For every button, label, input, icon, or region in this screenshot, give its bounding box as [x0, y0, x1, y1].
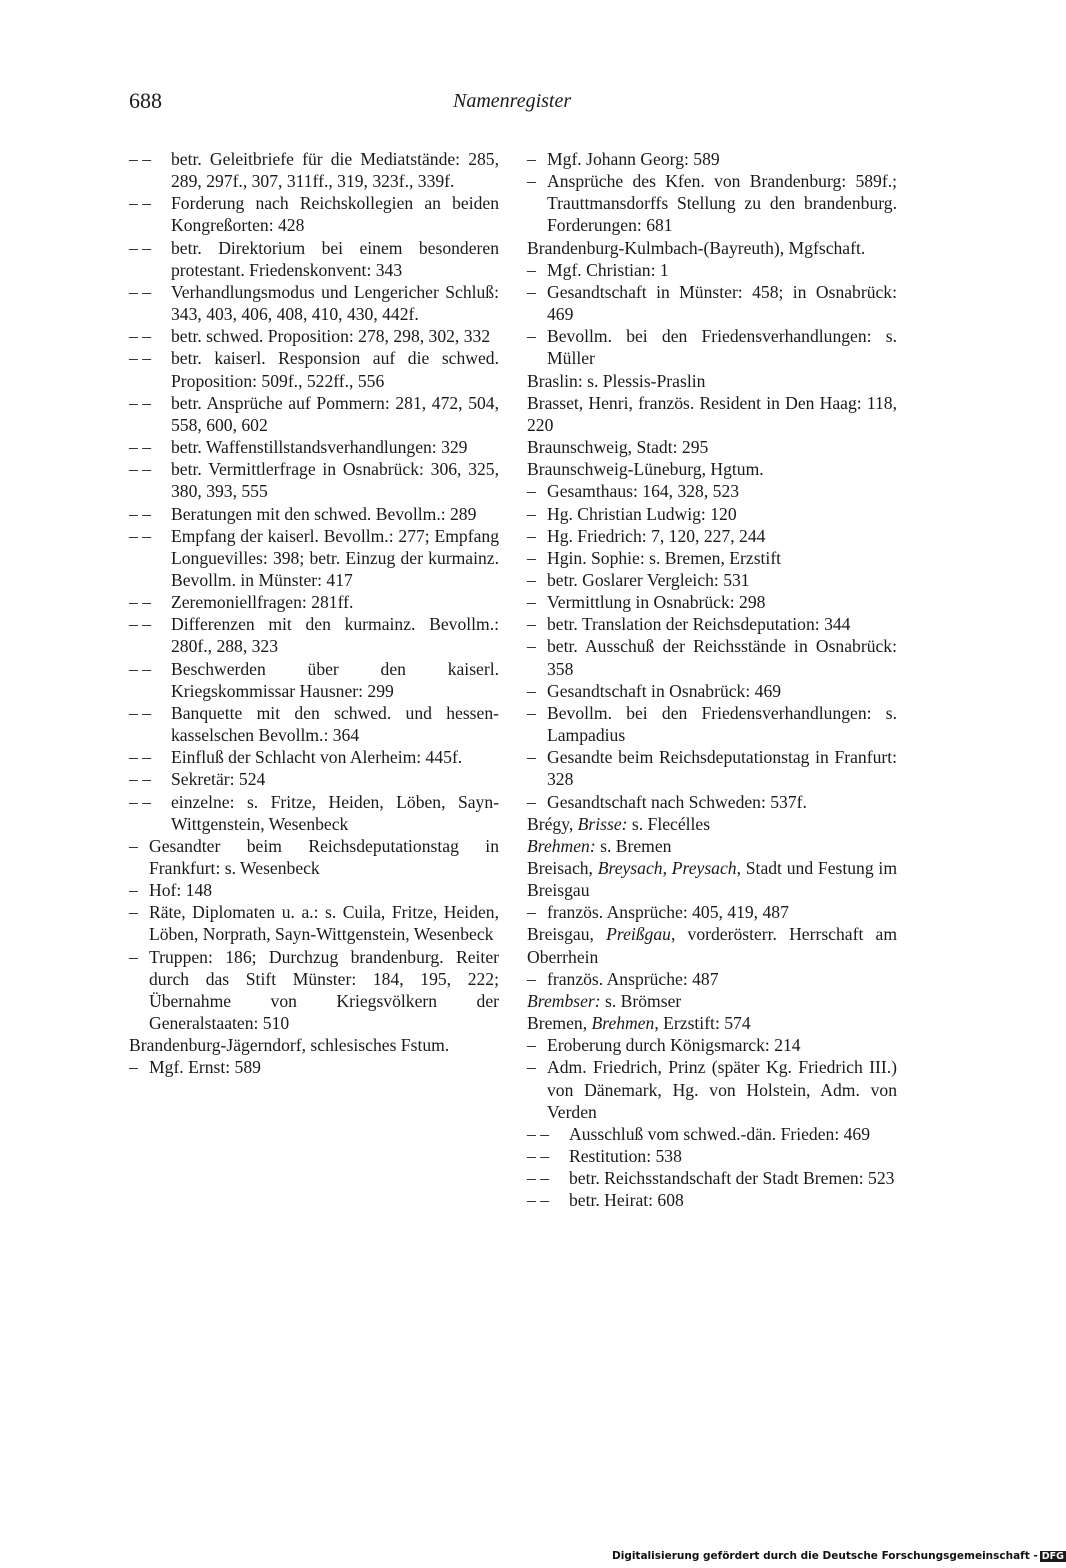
- entry-text: betr. Translation der Reichsdeputation: 344: [547, 614, 851, 635]
- entry-dash: –: [527, 680, 541, 701]
- index-entry: [527, 1145, 897, 1167]
- entry-text: Verhandlungsmodus und Lengericher Schluß: 343, 403, 406, 408, 410, 430, 442f.: [171, 281, 499, 325]
- entry-text: betr. Reichsstandschaft der Stadt Bremen: 523: [569, 1168, 895, 1189]
- index-entry: [129, 325, 499, 347]
- entry-text: Breisach, Breysach, Preysach, Stadt und Festung im Breisgau: [527, 858, 898, 901]
- index-entry: [527, 1189, 897, 1211]
- index-entry: [527, 237, 897, 259]
- entry-text: Gesamthaus: 164, 328, 523: [547, 481, 740, 502]
- entry-text: Bevollm. bei den Friedensverhandlungen: s. Lampadius: [547, 702, 897, 746]
- index-entry: [527, 591, 897, 613]
- entry-text: Brembser: s. Brömser: [527, 990, 682, 1011]
- entry-text: Truppen: 186; Durchzug brandenburg. Reiter durch das Stift Münster: 184, 195, 222; Übernahme von Kriegsvölkern der Generalstaaten: 510: [149, 946, 499, 1034]
- entry-text: Bevollm. bei den Friedensverhandlungen: s. Müller: [547, 326, 897, 369]
- index-entry: [129, 1056, 499, 1078]
- index-entry: [129, 192, 499, 236]
- entry-text: betr. Geleitbriefe für die Mediatstände: 285, 289, 297f., 307, 311ff., 319, 323f., 339f.: [171, 149, 499, 192]
- entry-text: betr. Direktorium bei einem besonderen protestant. Friedenskonvent: 343: [171, 237, 499, 280]
- entry-text: Hof: 148: [149, 880, 213, 901]
- entry-text: Gesandte beim Reichsdeputationstag in Franfurt: 328: [547, 747, 897, 790]
- index-entry: [527, 281, 897, 325]
- entry-dash: –: [527, 547, 541, 568]
- entry-dash: –: [527, 968, 541, 989]
- entry-dash: – –: [129, 348, 156, 369]
- entry-text: Empfang der kaiserl. Bevollm.: 277; Empfang Longuevilles: 398; betr. Einzug der kurmainz. Bevollm. in Münster: 417: [171, 525, 499, 590]
- entry-dash: –: [527, 1035, 541, 1056]
- entry-text: Forderung nach Reichskollegien an beiden Kongreßorten: 428: [171, 193, 499, 236]
- index-entry: [527, 968, 897, 990]
- entry-dash: – –: [129, 281, 156, 302]
- entry-text: Einfluß der Schlacht von Alerheim: 445f.: [171, 747, 463, 768]
- entry-dash: – –: [129, 769, 156, 790]
- index-entry: [527, 1167, 897, 1189]
- index-entry: [527, 569, 897, 591]
- entry-dash: – –: [129, 791, 156, 812]
- entry-dash: –: [527, 791, 541, 812]
- index-entry: [129, 525, 499, 591]
- entry-text: Hg. Christian Ludwig: 120: [547, 503, 737, 524]
- entry-dash: –: [527, 636, 541, 657]
- entry-text: Sekretär: 524: [171, 769, 266, 790]
- index-entry: [527, 835, 897, 857]
- index-entry: [129, 237, 499, 281]
- entry-text: französ. Ansprüche: 405, 419, 487: [547, 902, 789, 923]
- entry-dash: –: [129, 946, 143, 967]
- index-entry: [129, 458, 499, 502]
- entry-text: betr. Ansprüche auf Pommern: 281, 472, 504, 558, 600, 602: [171, 392, 499, 435]
- entry-text: Beratungen mit den schwed. Bevollm.: 289: [171, 503, 477, 524]
- index-entry: [527, 791, 897, 813]
- entry-dash: – –: [129, 392, 156, 413]
- entry-dash: – –: [129, 503, 156, 524]
- entry-dash: – –: [129, 237, 156, 258]
- entry-text: Braunschweig-Lüneburg, Hgtum.: [527, 459, 764, 480]
- index-entry: [527, 1123, 897, 1145]
- index-entry: [129, 503, 499, 525]
- entry-text: betr. schwed. Proposition: 278, 298, 302, 332: [171, 326, 491, 347]
- index-entry: [527, 503, 897, 525]
- index-entry: [527, 480, 897, 502]
- entry-dash: –: [527, 326, 541, 347]
- entry-dash: – –: [129, 437, 156, 458]
- entry-dash: –: [527, 171, 541, 192]
- entry-text: Brehmen: s. Bremen: [527, 835, 672, 856]
- index-entry: [527, 436, 897, 458]
- entry-text: Beschwerden über den kaiserl. Kriegskommissar Hausner: 299: [171, 658, 499, 701]
- entry-text: Brasset, Henri, französ. Resident in Den Haag: 118, 220: [527, 392, 897, 435]
- entry-text: Braslin: s. Plessis-Praslin: [527, 370, 706, 391]
- entry-dash: – –: [129, 614, 156, 635]
- entry-dash: – –: [129, 326, 156, 347]
- index-entry: [527, 990, 897, 1012]
- entry-text: Bremen, Brehmen, Erzstift: 574: [527, 1013, 751, 1034]
- index-entry: [129, 613, 499, 657]
- entry-text: betr. kaiserl. Responsion auf die schwed. Proposition: 509f., 522ff., 556: [171, 348, 499, 391]
- index-entry: [129, 1034, 499, 1056]
- entry-dash: – –: [129, 747, 156, 768]
- entry-text: Ausschluß vom schwed.-dän. Frieden: 469: [569, 1123, 871, 1144]
- entry-text: Mgf. Ernst: 589: [149, 1057, 261, 1078]
- entry-dash: – –: [129, 193, 156, 214]
- index-entry: [527, 259, 897, 281]
- entry-dash: –: [129, 902, 143, 923]
- index-entry: [527, 635, 897, 679]
- entry-dash: –: [129, 880, 143, 901]
- entry-text: Mgf. Johann Georg: 589: [547, 149, 720, 169]
- index-entry: [527, 613, 897, 635]
- index-entry: [527, 325, 897, 369]
- index-entry: [527, 458, 897, 480]
- footer-credit: [612, 1550, 1066, 1562]
- index-entry: [129, 658, 499, 702]
- index-entry: [129, 591, 499, 613]
- entry-dash: – –: [527, 1168, 554, 1189]
- index-entry: [129, 946, 499, 1035]
- index-entry: [527, 525, 897, 547]
- entry-dash: –: [527, 503, 541, 524]
- entry-text: Brandenburg-Jägerndorf, schlesisches Fstum.: [129, 1035, 450, 1056]
- entry-dash: –: [527, 149, 541, 169]
- index-entry: [527, 170, 897, 236]
- index-entry: [527, 813, 897, 835]
- entry-text: Gesandtschaft in Münster: 458; in Osnabrück: 469: [547, 281, 897, 325]
- index-entry: [129, 347, 499, 391]
- entry-text: Differenzen mit den kurmainz. Bevollm.: 280f., 288, 323: [171, 614, 499, 657]
- entry-text: betr. Ausschuß der Reichsstände in Osnabrück: 358: [547, 636, 897, 679]
- entry-text: betr. Goslarer Vergleich: 531: [547, 569, 750, 590]
- footer-text: Digitalisierung gefördert durch die Deutsche Forschungsgemeinschaft -: [612, 1550, 1038, 1562]
- index-entry: [527, 857, 897, 901]
- index-entry: [527, 746, 897, 790]
- entry-dash: –: [129, 1057, 143, 1078]
- entry-text: Gesandtschaft nach Schweden: 537f.: [547, 791, 807, 812]
- entry-text: Eroberung durch Königsmarck: 214: [547, 1035, 801, 1056]
- entry-text: betr. Vermittlerfrage in Osnabrück: 306, 325, 380, 393, 555: [171, 459, 499, 502]
- entry-text: Braunschweig, Stadt: 295: [527, 437, 709, 458]
- index-entry: [129, 436, 499, 458]
- entry-text: Banquette mit den schwed. und hessen-kasselschen Bevollm.: 364: [171, 702, 499, 746]
- index-entry: [527, 702, 897, 746]
- entry-dash: – –: [129, 702, 156, 723]
- entry-text: Vermittlung in Osnabrück: 298: [547, 592, 766, 613]
- index-entry: [527, 547, 897, 569]
- entry-text: Gesandter beim Reichsdeputationstag in Frankfurt: s. Wesenbeck: [149, 835, 499, 878]
- index-entry: [129, 901, 499, 945]
- index-entry: [129, 768, 499, 790]
- running-header: Namenregister: [453, 90, 572, 112]
- entry-dash: –: [527, 525, 541, 546]
- page-number: 688: [129, 88, 162, 113]
- entry-dash: –: [527, 281, 541, 302]
- entry-text: Mgf. Christian: 1: [547, 259, 669, 280]
- entry-dash: – –: [527, 1123, 554, 1144]
- entry-dash: –: [527, 569, 541, 590]
- entry-dash: – –: [129, 149, 156, 169]
- entry-text: Ansprüche des Kfen. von Brandenburg: 589f.; Trauttmansdorffs Stellung zu den brandenburg. Forderungen: 681: [547, 171, 897, 236]
- index-entry: [527, 901, 897, 923]
- entry-text: betr. Heirat: 608: [569, 1190, 684, 1211]
- entry-dash: –: [527, 747, 541, 768]
- index-entry: [129, 148, 499, 192]
- entry-dash: – –: [129, 459, 156, 480]
- entry-dash: –: [129, 835, 143, 856]
- entry-dash: –: [527, 481, 541, 502]
- index-entry: [527, 392, 897, 436]
- entry-dash: – –: [527, 1190, 554, 1211]
- entry-text: einzelne: s. Fritze, Heiden, Löben, Sayn-Wittgenstein, Wesenbeck: [171, 791, 499, 834]
- entry-text: betr. Waffenstillstandsverhandlungen: 329: [171, 437, 468, 458]
- index-entry: [129, 281, 499, 325]
- entry-dash: –: [527, 592, 541, 613]
- entry-text: Brégy, Brisse: s. Flecélles: [527, 813, 711, 834]
- entry-dash: –: [527, 702, 541, 723]
- index-entry: [527, 1034, 897, 1056]
- entry-text: Räte, Diplomaten u. a.: s. Cuila, Fritze, Heiden, Löben, Norprath, Sayn-Wittgenstein, Wesenbeck: [149, 902, 499, 945]
- entry-dash: –: [527, 1057, 541, 1078]
- index-entry: [129, 702, 499, 746]
- index-entry: [129, 879, 499, 901]
- entry-dash: – –: [129, 592, 156, 613]
- index-entry: [527, 1056, 897, 1122]
- index-entry: [527, 1012, 897, 1034]
- index-entry: [527, 680, 897, 702]
- index-entry: [129, 746, 499, 768]
- entry-text: Hg. Friedrich: 7, 120, 227, 244: [547, 525, 766, 546]
- entry-text: Breisgau, Preißgau, vorderösterr. Herrschaft am Oberrhein: [527, 924, 898, 967]
- entry-dash: – –: [129, 525, 156, 546]
- entry-text: Brandenburg-Kulmbach-(Bayreuth), Mgfschaft.: [527, 237, 866, 258]
- index-entry: [527, 370, 897, 392]
- entry-dash: – –: [527, 1146, 554, 1167]
- dfg-logo: DFG: [1041, 1551, 1064, 1562]
- index-entry: [129, 791, 499, 835]
- entry-text: Gesandtschaft in Osnabrück: 469: [547, 680, 782, 701]
- index-entry: [527, 148, 897, 170]
- entry-dash: – –: [129, 658, 156, 679]
- entry-text: Zeremoniellfragen: 281ff.: [171, 592, 354, 613]
- index-column-right: [527, 148, 897, 1212]
- entry-dash: –: [527, 902, 541, 923]
- entry-dash: –: [527, 614, 541, 635]
- entry-text: Adm. Friedrich, Prinz (später Kg. Friedrich III.) von Dänemark, Hg. von Holstein, Adm. von Verden: [547, 1057, 897, 1122]
- index-column-left: [129, 148, 499, 1079]
- entry-text: Restitution: 538: [569, 1146, 682, 1167]
- entry-dash: –: [527, 259, 541, 280]
- index-entry: [129, 392, 499, 436]
- entry-text: französ. Ansprüche: 487: [547, 968, 719, 989]
- index-entry: [527, 923, 897, 967]
- index-entry: [129, 835, 499, 879]
- entry-text: Hgin. Sophie: s. Bremen, Erzstift: [547, 547, 782, 568]
